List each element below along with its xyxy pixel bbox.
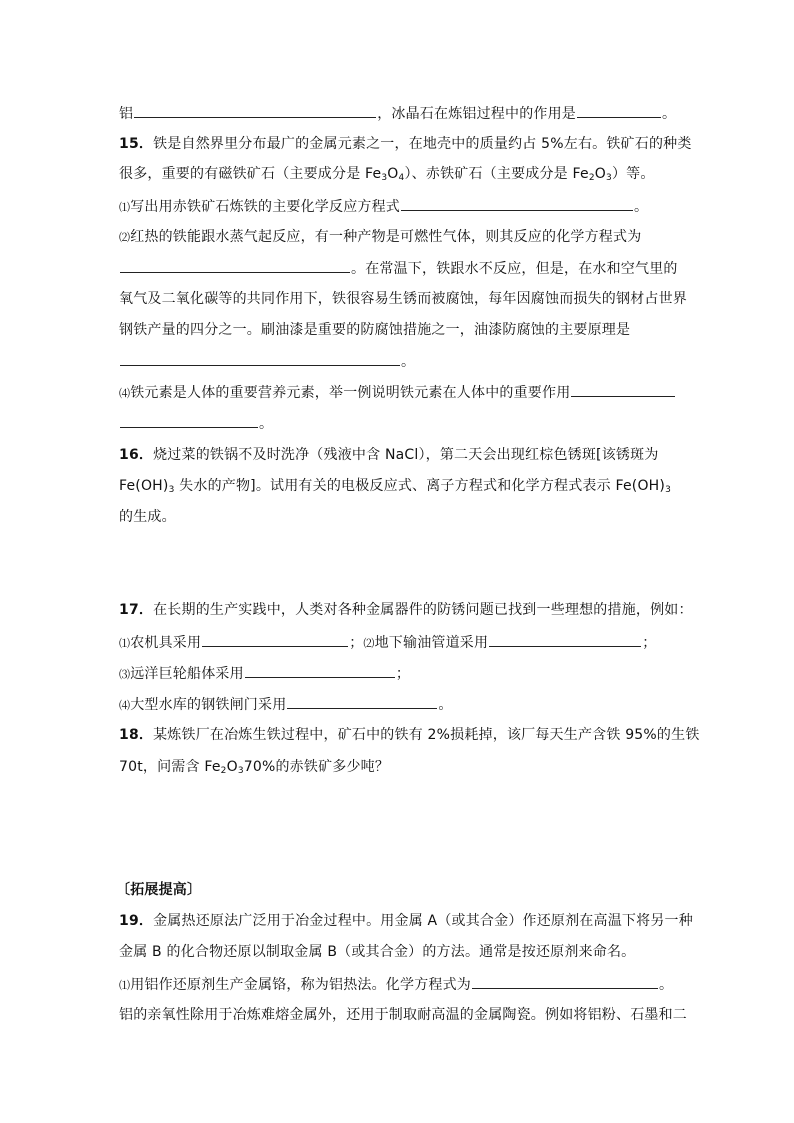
question-number: 18．	[119, 727, 154, 743]
text: 。在常温下，铁跟水不反应，但是，在水和空气里的	[351, 261, 678, 277]
text: 农机具采用	[130, 635, 202, 651]
part-number: ⑷	[119, 699, 131, 712]
text: ）等。	[611, 166, 655, 182]
text: 在长期的生产实践中，人类对各种金属器件的防锈问题已找到一些理想的措施，例如：	[153, 602, 693, 618]
text: 氧气及二氧化碳等的共同作用下，铁很容易生锈而被腐蚀，每年因腐蚀而损失的钢材占世界	[119, 291, 687, 307]
text: 金属 B 的化合物还原以制取金属 B（或其合金）的方法。通常是按还原剂来命名。	[119, 944, 636, 960]
question-16-line-1	[119, 445, 659, 465]
question-15-part-1	[119, 196, 648, 218]
text: 钢铁产量的四分之一。刷油漆是重要的防腐蚀措施之一，油漆防腐蚀的主要原理是	[119, 322, 631, 338]
question-15-part-2	[119, 227, 641, 248]
question-18-line-2	[119, 757, 389, 777]
text: 地下输油管道采用	[374, 635, 489, 651]
question-15-line-2	[119, 164, 655, 184]
subscript: 3	[237, 766, 244, 776]
question-18-line-1	[119, 725, 700, 745]
question-14-tail	[119, 103, 676, 124]
question-16-line-2	[119, 476, 671, 496]
question-15-part-4-line-2	[119, 413, 273, 434]
subscript: 3	[606, 173, 612, 183]
question-15-part-4	[119, 382, 676, 404]
answer-blank[interactable]	[287, 694, 437, 709]
text: 烧过菜的铁锅不及时洗净（残液中含 NaCl），第二天会出现红棕色锈斑[该锈斑为	[153, 447, 659, 463]
subscript: 4	[398, 173, 405, 183]
text: 的生成。	[119, 509, 176, 525]
text: O	[594, 166, 606, 182]
text: 铁是自然界里分布最广的金属元素之一，在地壳中的质量约占 5%左右。铁矿石的种类	[153, 136, 692, 152]
text: ，冰晶石在炼铝过程中的作用是	[377, 106, 577, 122]
part-number: ⑴	[119, 201, 131, 214]
answer-blank[interactable]	[245, 663, 395, 678]
part-number: ⑶	[119, 668, 131, 681]
subscript: 3	[665, 485, 671, 495]
section-heading: 〔拓展提高〕	[116, 882, 202, 898]
answer-blank[interactable]	[120, 413, 258, 428]
answer-blank[interactable]	[202, 632, 348, 647]
question-15-part-2-line-5	[119, 351, 415, 372]
text: 70%的赤铁矿多少吨？	[243, 759, 390, 775]
subscript: 3	[381, 173, 388, 183]
answer-blank[interactable]	[120, 258, 350, 273]
answer-blank[interactable]	[577, 103, 661, 118]
question-15-part-2-line-2	[119, 258, 678, 279]
question-number: 19．	[119, 913, 154, 929]
question-17-line-1	[119, 600, 693, 620]
text: 。	[662, 106, 677, 122]
question-number: 17．	[119, 602, 154, 618]
question-19-line-3	[119, 1005, 687, 1025]
question-19-line-1	[119, 911, 693, 931]
text: 。	[259, 416, 274, 432]
part-number: ⑵	[363, 637, 375, 650]
text: ；	[395, 666, 411, 682]
text: O	[226, 759, 238, 775]
subscript: 2	[220, 766, 227, 776]
question-17-parts-1-2	[119, 632, 656, 654]
text: 用铝作还原剂生产金属铬，称为铝热法。化学方程式为	[130, 977, 472, 993]
text: 。	[401, 354, 416, 370]
part-number: ⑵	[119, 231, 131, 244]
text: 。	[438, 697, 453, 713]
answer-blank[interactable]	[489, 632, 641, 647]
question-17-part-4	[119, 694, 453, 716]
part-number: ⑴	[119, 637, 131, 650]
question-19-line-2	[119, 942, 635, 962]
text: 失水的产物]。试用有关的电极反应式、离子方程式和化学方程式表示 Fe(OH)	[174, 478, 666, 494]
text: 70t，问需含 Fe	[119, 759, 221, 775]
question-number: 15．	[119, 136, 154, 152]
answer-blank[interactable]	[120, 351, 400, 366]
text: 铁元素是人体的重要营养元素，举一例说明铁元素在人体中的重要作用	[130, 385, 571, 401]
text: ）、赤铁矿石（主要成分是 Fe	[404, 166, 589, 182]
part-number: ⑴	[119, 979, 131, 992]
question-19-part-1	[119, 974, 673, 996]
text: Fe(OH)	[119, 478, 169, 494]
question-15-part-2-line-4	[119, 320, 630, 340]
text: 大型水库的钢铁闸门采用	[130, 697, 287, 713]
text: 红热的铁能跟水蒸气起反应，有一种产物是可燃性气体，则其反应的化学方程式为	[130, 229, 642, 245]
question-15-part-2-line-3	[119, 289, 687, 309]
answer-blank[interactable]	[134, 103, 376, 118]
text: O	[387, 166, 399, 182]
text: ；	[642, 635, 657, 651]
question-16-line-3	[119, 507, 176, 527]
text: 很多，重要的有磁铁矿石（主要成分是 Fe	[119, 166, 382, 182]
text: 铝的亲氧性除用于冶炼难熔金属外，还用于制取耐高温的金属陶瓷。例如将铝粉、石墨和二	[119, 1007, 687, 1023]
text: 。	[634, 199, 649, 215]
part-number: ⑷	[119, 387, 131, 400]
subscript: 3	[168, 485, 175, 495]
question-17-part-3	[119, 663, 410, 685]
text: 铝	[119, 106, 134, 122]
question-number: 16．	[119, 447, 154, 463]
subscript: 2	[588, 173, 595, 183]
text: 写出用赤铁矿石炼铁的主要化学反应方程式	[130, 199, 401, 215]
text: ；	[349, 635, 364, 651]
question-15-line-1	[119, 134, 692, 154]
answer-blank[interactable]	[401, 196, 633, 211]
text: 金属热还原法广泛用于冶金过程中。用金属 A（或其合金）作还原剂在高温下将另一种	[153, 913, 693, 929]
text: 。	[659, 977, 674, 993]
text: 远洋巨轮船体采用	[130, 666, 244, 682]
answer-blank[interactable]	[571, 382, 675, 397]
text: 某炼铁厂在冶炼生铁过程中，矿石中的铁有 2%损耗掉，该厂每天生产含铁 95%的生铁	[153, 727, 700, 743]
answer-blank[interactable]	[472, 974, 658, 989]
